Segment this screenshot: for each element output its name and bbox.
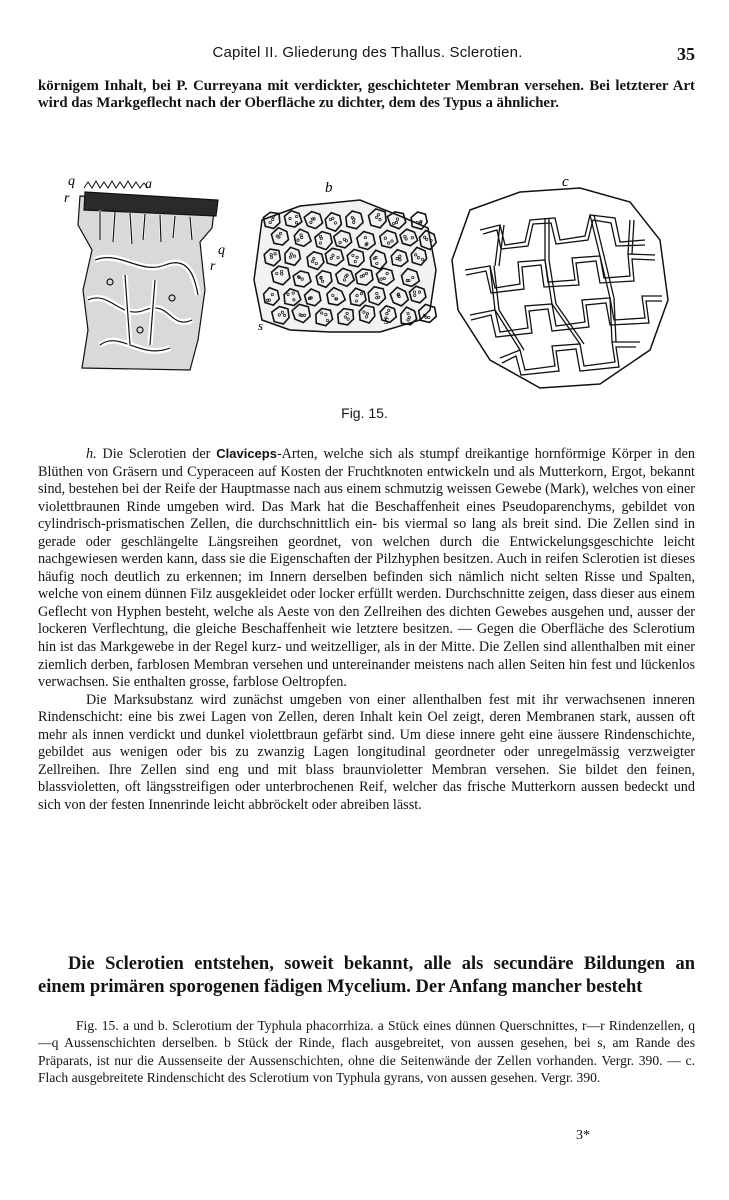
figure-caption: [38, 1017, 695, 1087]
label-s-right: s: [384, 312, 390, 327]
figure-15: [0, 170, 729, 410]
paragraph-claviceps-start: Die Sclerotien der: [102, 446, 211, 462]
intro-paragraph: [38, 78, 695, 112]
large-print-text: Die Sclerotien entstehen, soweit bekannt, alle als secundäre Bildungen an einem primären sporogenen fädigen Mycelium. Der Anfang mancher besteht: [38, 954, 695, 997]
label-a: a: [145, 177, 152, 192]
running-head: Capitel II. Gliederung des Thallus. Sclerotien.: [212, 44, 523, 61]
main-body: [38, 445, 695, 814]
label-q-top: q: [68, 174, 75, 189]
label-r-right: r: [210, 259, 216, 274]
label-r-top: r: [64, 191, 70, 206]
intro-text: körnigem Inhalt, bei P. Curreyana mit verdickter, geschichteter Membran versehen. Bei letzterer Art wird das Markgeflecht nach der Oberfläche zu dichter, dem des Typus a ähnlicher.: [38, 78, 695, 111]
label-b: b: [325, 180, 333, 196]
section-letter: h.: [86, 446, 97, 462]
label-q-right: q: [218, 243, 225, 258]
page-number: 35: [677, 44, 695, 64]
paragraph-claviceps-rest: -Arten, welche sich als stumpf dreikantige hornförmige Körper in den Blüthen von Gräsern und Cyperaceen auf Kosten der Fruchtknoten entwickeln und als Mutterkorn, Ergot, bekannt sind, bestehen bei der Reife der Hauptmasse nach aus einem schmutzig weissen Gewebe (Mark), welches von einer violettbraunen Rinde umgeben wird. Das Mark hat die Beschaffenheit eines Pseudoparenchyms, gebildet von cylindrisch-prismatischen Zellen, die durchschnittlich ein- bis viermal so lang als breit sind. Die Zellen sind in gerade oder geschlängelte Längsreihen geordnet, von welchen durch die Entwickelungsgeschichte leicht nachgewiesen werden kann, dass sie die Eigenschaften der Pilzhyphen besitzen. Auch in reifen Sclerotien ist dieses häufig noch deutlich zu erkennen; im Innern derselben befinden sich nämlich nicht selten Risse und Spalten, welche von einem dünnen Filz ausgekleidet oder locker erfüllt werden. Durchschnitte zeigen, dass dieser aus einem Geflecht von Hyphen besteht, welche als Aeste von den Zellreihen des dichten Gewebes ausgehen und, ausser der lockeren Verflechtung, die gleiche Beschaffenheit wie letztere besitzen. — Gegen die Oberfläche des Sclerotium hin ist das Markgewebe in der Regel kurz- und weitzelliger, als in der Mitte. Die Zellen sind allenthalben mit einer ziemlich derben, farblosen Membran versehen und untereinander meistens nach allen Seiten hin fest und lückenlos verwachsen. Sie enthalten grosse, farblose Oeltropfen.: [38, 446, 695, 691]
figure-c-flat-rind: [0, 170, 729, 410]
label-s-left: s: [258, 318, 264, 333]
figure-c-outline: [452, 188, 668, 388]
paragraph-claviceps: [38, 445, 695, 692]
large-print-paragraph: [38, 953, 695, 998]
figure-title: Fig. 15.: [341, 405, 388, 421]
paragraph-rinde: Die Marksubstanz wird zunächst umgeben von einer allenthalben fest mit ihr verwachsenen inneren Rindenschicht: eine bis zwei Lagen von Zellen, deren Inhalt kein Oel zeigt, deren Membranen stark, aussen oft mehr als innen verdickt und dunkel violettbraun gefärbt sind. Um diese innere geht eine äussere Rindenschichte, gebildet aus wenigen oder bis zu zwanzig Lagen longitudinal geordneter oder unregelmässig verzweigter Zellreihen. Ihre Zellen sind eng und mit blass braunvioletter Membran versehen. Sie bildet den feinen, blassvioletten, oft längsstreifigen oder unterbrochenen Reif, welcher das frische Mutterkorn aussen bedeckt und sich von der festen Innenrinde leicht abbröckelt oder abreiben lässt.: [38, 691, 695, 813]
page-header: [40, 44, 695, 68]
signature-mark: 3*: [576, 1128, 590, 1143]
genus-claviceps: Claviceps: [216, 446, 277, 461]
label-c: c: [562, 174, 569, 190]
figure-caption-text: Fig. 15. a und b. Sclerotium der Typhula phacorrhiza. a Stück eines dünnen Querschnittes, r—r Rindenzellen, q—q Aussenschichten derselben. b Stück der Rinde, flach ausgebreitet, von aussen gesehen, bei s, am Rande des Präparats, ist nur die Aussenseite der Aussenschichten, ohne die Seitenwände der Zellen vorhanden. Vergr. 390. — c. Flach ausgebreitete Rindenschicht des Sclerotium von Typhula gyrans, von aussen gesehen. Vergr. 390.: [38, 1018, 695, 1086]
